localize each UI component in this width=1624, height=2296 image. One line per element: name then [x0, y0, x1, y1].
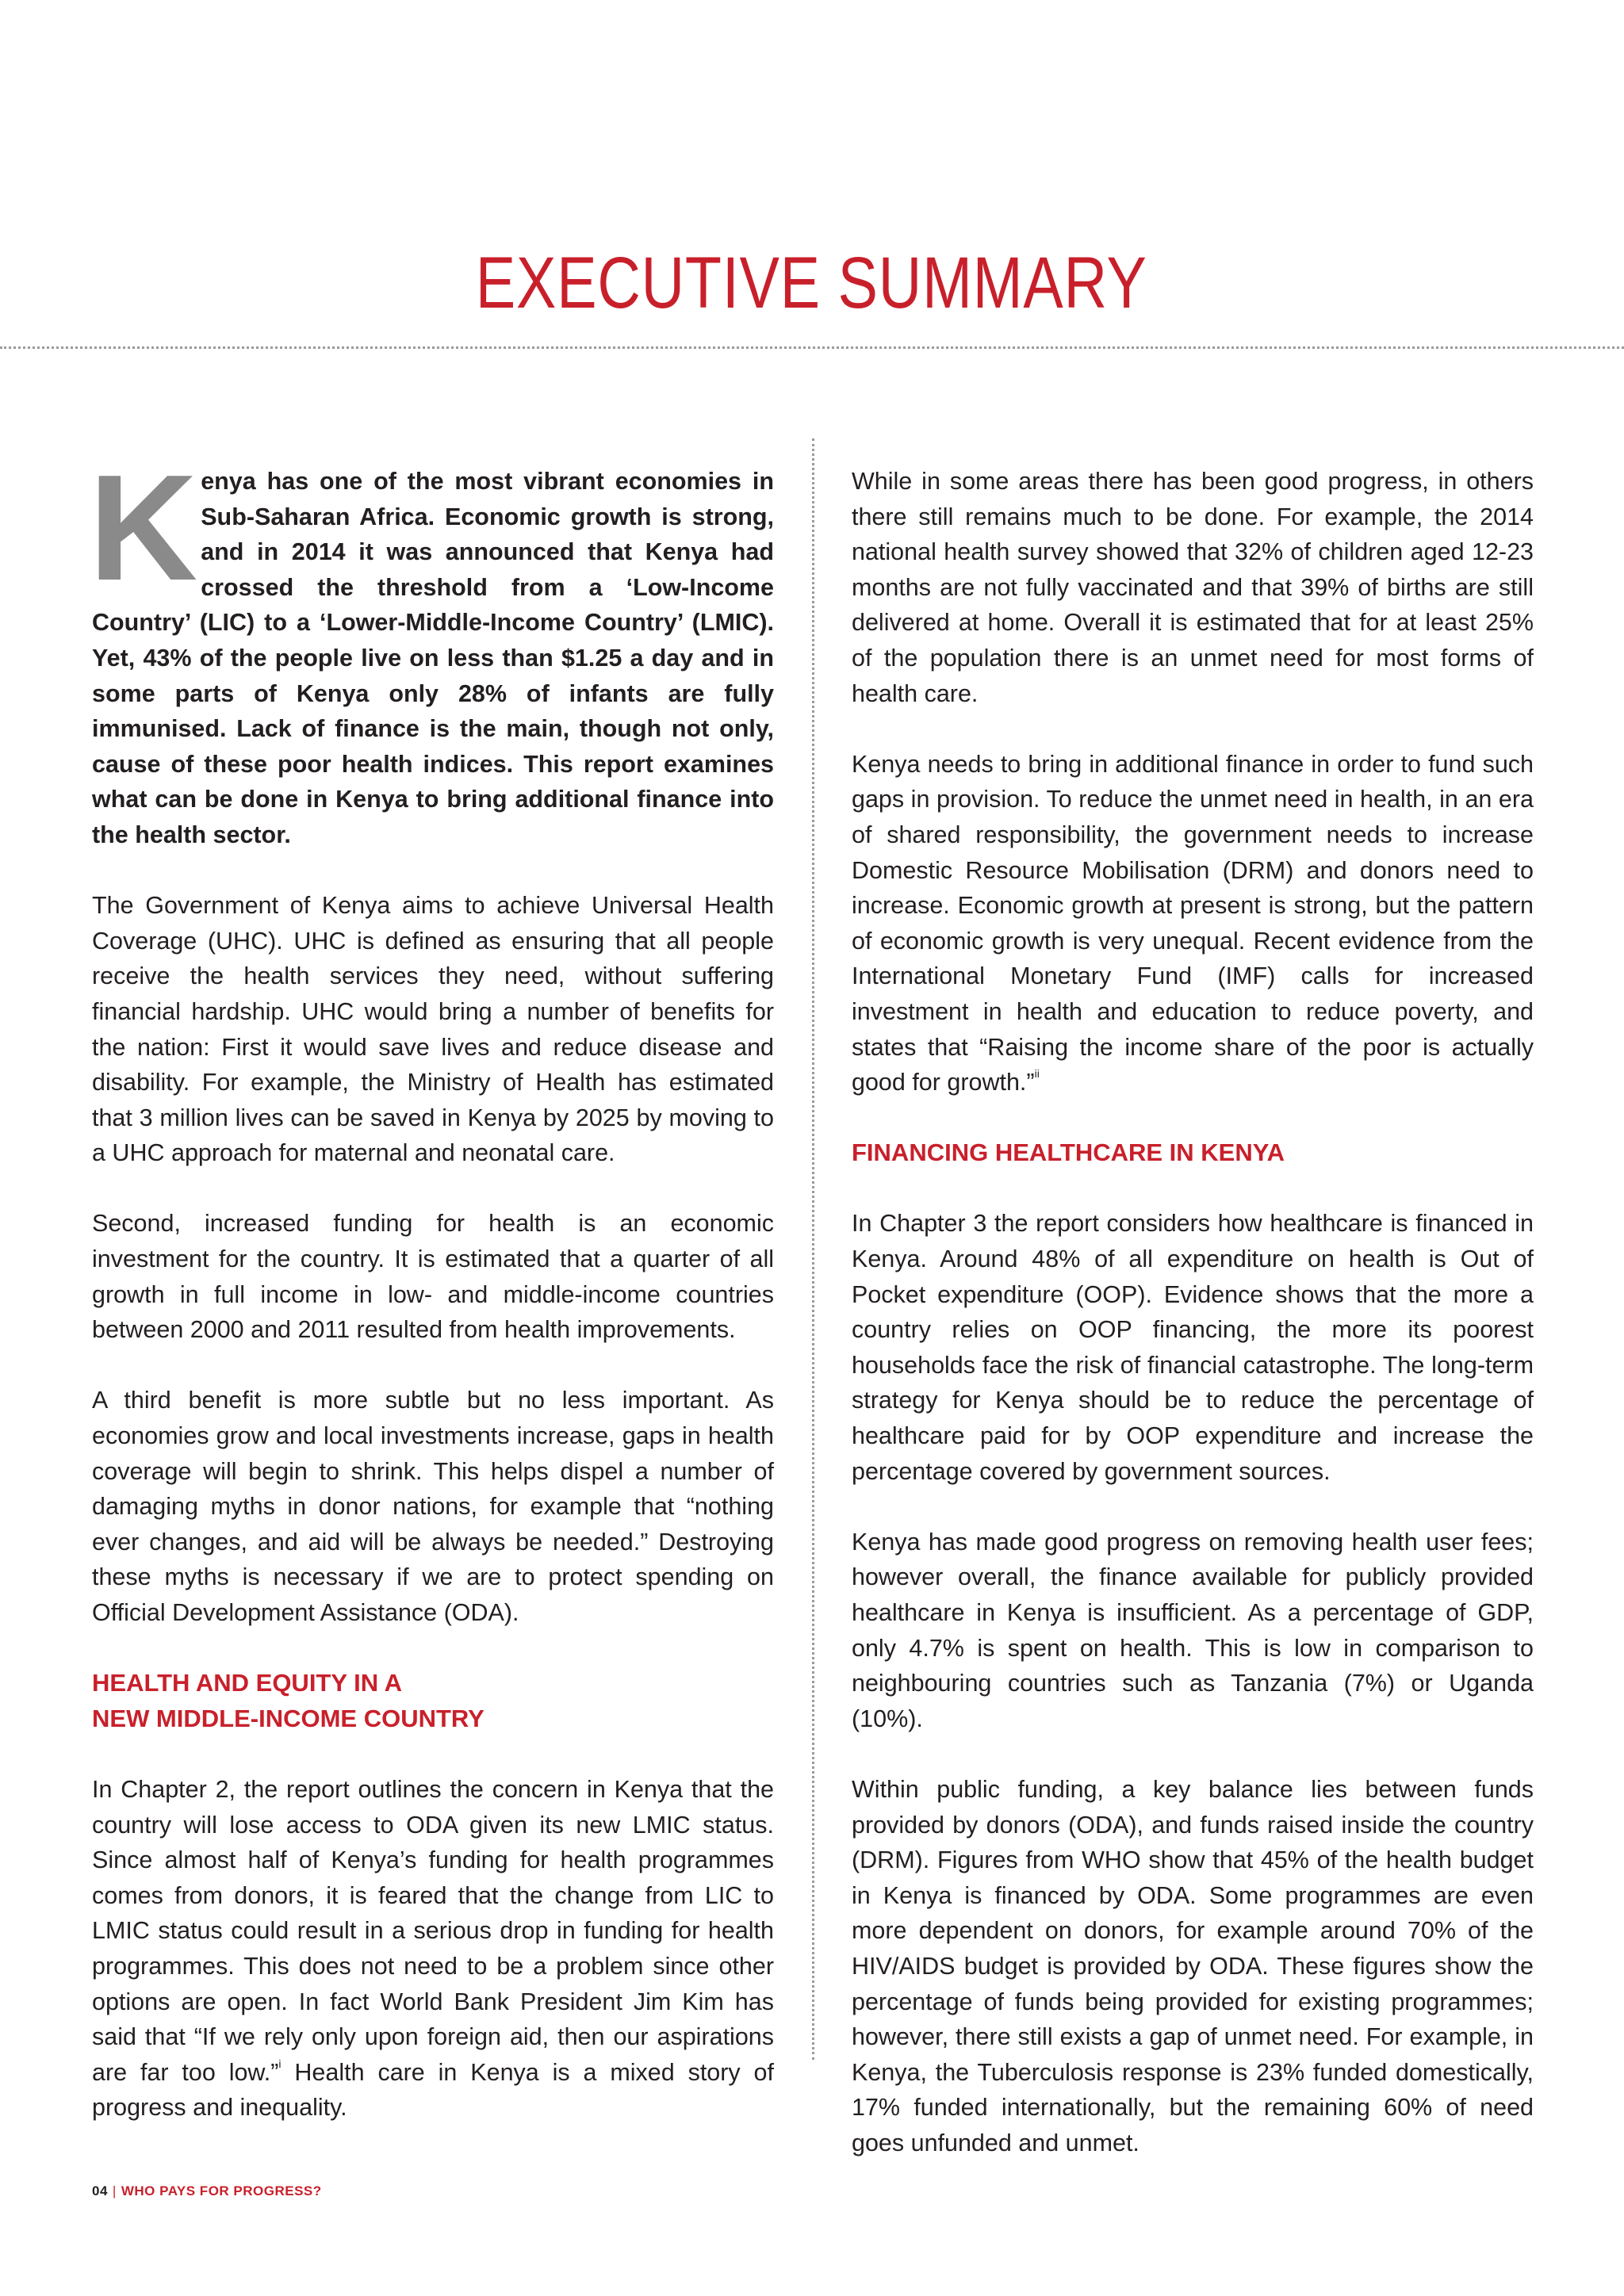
paragraph-chapter-3: In Chapter 3 the report considers how healthcare is financed in Kenya. Around 48% of all expenditure on health is Out of Pocket expenditure (OOP). Evidence shows that the more a country relies on OOP financing, the more its poorest households face the risk of financial catastrophe. The long-term strategy for Kenya should be to reduce the percentage of healthcare paid for by OOP expenditure and increase the percentage covered by government sources. [852, 1210, 1534, 1485]
drop-cap: K [89, 444, 198, 612]
intro-text: enya has one of the most vibrant economies in Sub-Saharan Africa. Economic growth is strong, and in 2014 it was announced that Kenya had crossed the threshold from a ‘Low-Income Country’ (LIC) to a ‘Lower-Middle-Income Country’ (LMIC). Yet, 43% of the people live on less than $1.25 a day and in some parts of Kenya only 28% of infants are fully immunised. Lack of finance is the main, though not only, cause of these poor health indices. This report examines what can be done in Kenya to bring additional finance into the health sector. [92, 468, 774, 848]
paragraph-additional-finance-text: Kenya needs to bring in additional finance in order to fund such gaps in provision. To reduce the unmet need in health, in an era of shared responsibility, the government needs to increase Domestic Resource Mobilisation (DRM) and donors need to increase. Economic growth at present is strong, but the pattern of economic growth is very unequal. Recent evidence from the International Monetary Fund (IMF) calls for increased investment in health and education to reduce poverty, and states that “Raising the income share of the poor is actually good for growth.” [852, 750, 1534, 1096]
paragraph-additional-finance [852, 747, 1534, 1100]
paragraph-public-funding: Within public funding, a key balance lies between funds provided by donors (ODA), and funds raised inside the country (DRM). Figures from WHO show that 45% of the health budget in Kenya is financed by ODA. Some programmes are even more dependent on donors, for example around 70% of the HIV/AIDS budget is provided by ODA. These figures show the percentage of funds being provided for existing programmes; however, there still exists a gap of unmet need. For example, in Kenya, the Tuberculosis response is 23% funded domestically, 17% funded internationally, but the remaining 60% of need goes unfunded and unmet. [852, 1775, 1534, 2156]
footer-separator: | [112, 2183, 117, 2198]
intro-paragraph [89, 444, 774, 853]
paragraph-progress: While in some areas there has been good progress, in others there still remains much to be done. For example, the 2014 national health survey showed that 32% of children aged 12-23 months are not fully vaccinated and that 39% of births are still delivered at home. Overall it is estimated that for at least 25% of the population there is an unmet need for most forms of health care. [852, 468, 1534, 707]
paragraph-uhc: The Government of Kenya aims to achieve Universal Health Coverage (UHC). UHC is defined as ensuring that all people receive the health services they need, without suffering financial hardship. UHC would bring a number of benefits for the nation: First it would save lives and reduce disease and disability. For example, the Ministry of Health has estimated that 3 million lives can be saved in Kenya by 2025 by moving to a UHC approach for maternal and neonatal care. [92, 892, 774, 1167]
paragraph-chapter-2 [92, 1772, 774, 2126]
title-divider [0, 346, 1624, 349]
page-footer [92, 2183, 322, 2199]
section-heading-financing: FINANCING HEALTHCARE IN KENYA [852, 1138, 1285, 1167]
paragraph-third-benefit: A third benefit is more subtle but no less important. As economies grow and local investments increase, gaps in health coverage will begin to shrink. This helps dispel a number of damaging myths in donor nations, for example that “nothing ever changes, and aid will be always be needed.” Destroying these myths is necessary if we are to protect spending on Official Development Assistance (ODA). [92, 1387, 774, 1626]
column-divider [812, 438, 814, 2060]
right-column [852, 464, 1534, 2196]
page-title: EXECUTIVE SUMMARY [475, 243, 1147, 323]
paragraph-user-fees: Kenya has made good progress on removing health user fees; however overall, the finance available for publicly provided healthcare in Kenya is insufficient. As a percentage of GDP, only 4.7% is spent on health. This is low in comparison to neighbouring countries such as Tanzania (7%) or Uganda (10%). [852, 1528, 1534, 1732]
footnote-marker: ii [1034, 1067, 1040, 1081]
left-column [89, 444, 774, 2161]
publication-title: WHO PAYS FOR PROGRESS? [121, 2183, 322, 2198]
section-heading-line-1: HEALTH AND EQUITY IN A [92, 1669, 402, 1697]
paragraph-economic-investment: Second, increased funding for health is an economic investment for the country. It is estimated that a quarter of all growth in full income in low- and middle-income countries between 2000 and 2011 resulted from health improvements. [92, 1210, 774, 1344]
section-heading-line-2: NEW MIDDLE-INCOME COUNTRY [92, 1704, 485, 1732]
paragraph-chapter-2-tail: Health care in Kenya is a mixed story of progress and inequality. [92, 2058, 774, 2122]
section-heading-health-equity [92, 1666, 774, 1736]
page-number: 04 [92, 2183, 108, 2198]
paragraph-chapter-2-text: In Chapter 2, the report outlines the concern in Kenya that the country will lose access to ODA given its new LMIC status. Since almost half of Kenya’s funding for health programmes comes from donors, it is feared that the change from LIC to LMIC status could result in a serious drop in funding for health programmes. This does not need to be a problem since other options are open. In fact World Bank President Jim Kim has said that “If we rely only upon foreign aid, then our aspirations are far too low.” [92, 1775, 774, 2086]
footnote-marker: i [278, 2057, 282, 2070]
